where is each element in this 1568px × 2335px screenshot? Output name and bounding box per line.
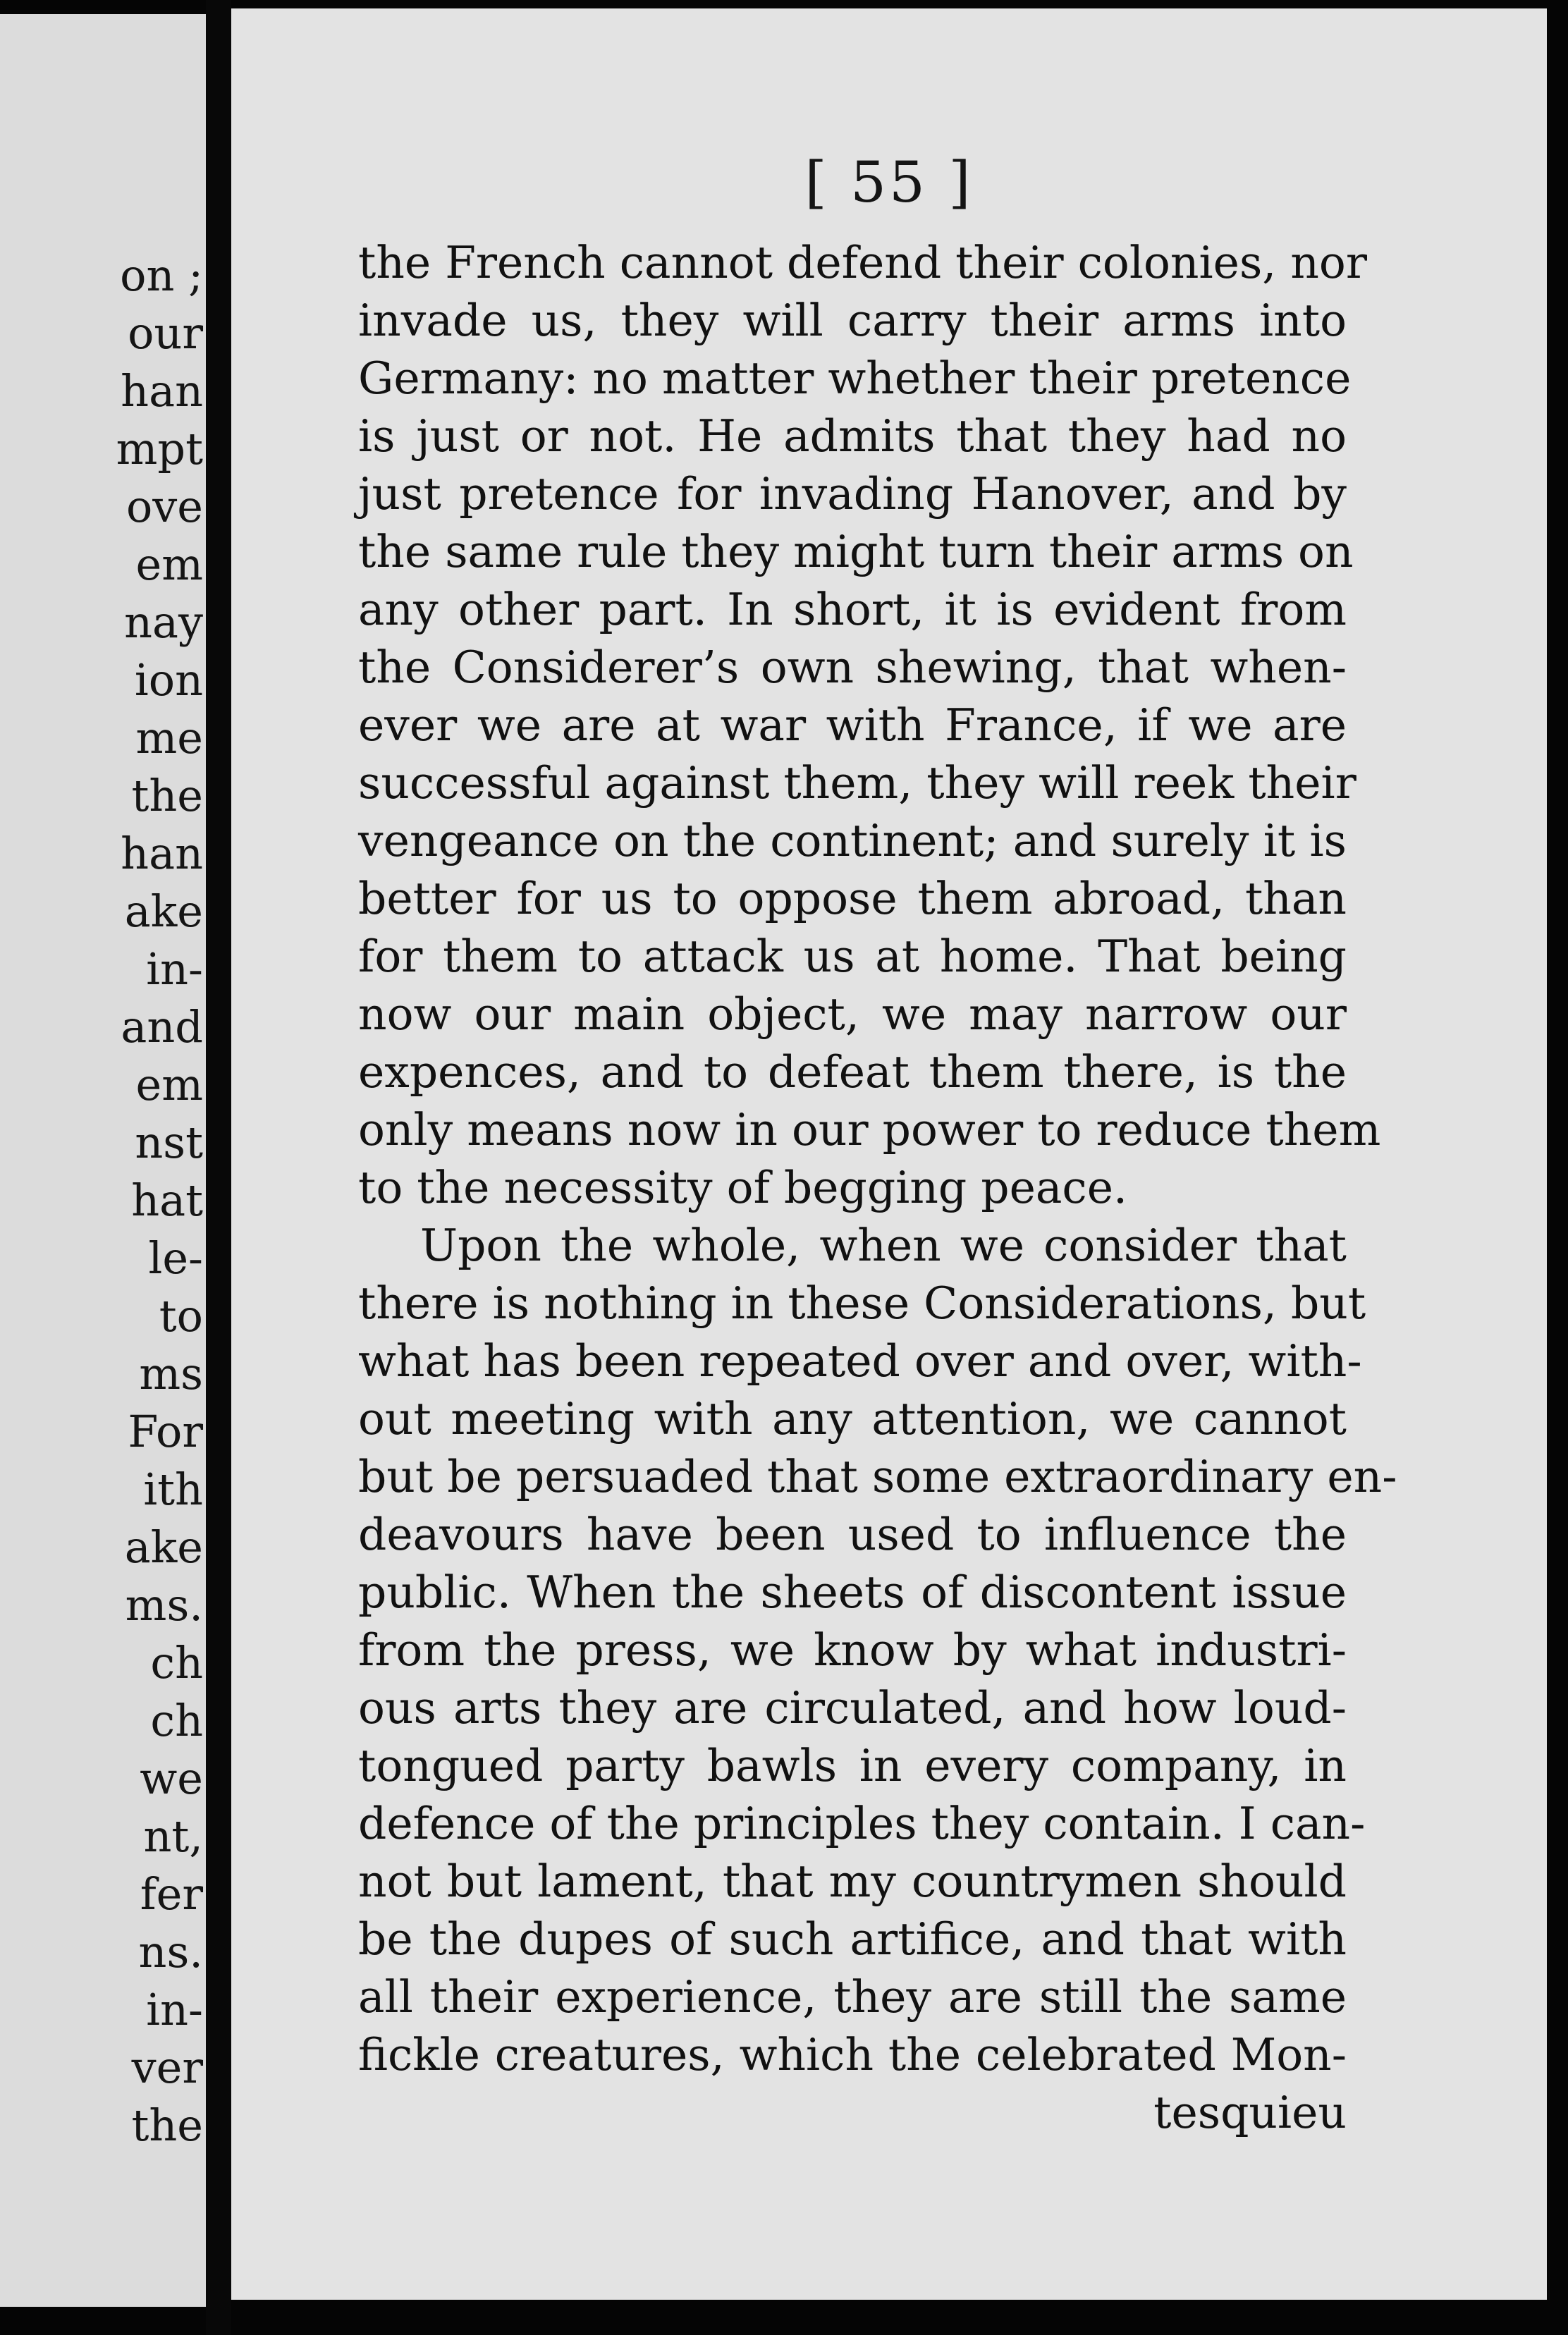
left-page-fragment: the: [131, 2100, 203, 2151]
left-page-fragment: nst: [135, 1117, 203, 1168]
text-line: just pretence for invading Hanover, and by: [358, 468, 1347, 520]
text-line: the French cannot defend their colonies, nor: [358, 237, 1367, 288]
text-line: defence of the principles they contain. I can-: [358, 1798, 1366, 1849]
left-page-fragment: mpt: [116, 423, 203, 474]
left-page-fragment: ms: [139, 1348, 203, 1399]
text-line: all their experience, they are still the same: [358, 1971, 1347, 2023]
text-line: out meeting with any attention, we cannot: [358, 1393, 1347, 1445]
left-page-fragment: we: [140, 1753, 203, 1804]
text-line: vengeance on the continent; and surely it is: [358, 815, 1347, 866]
text-line: public. When the sheets of discontent issue: [358, 1567, 1347, 1618]
left-page-fragment: fer: [140, 1868, 203, 1920]
text-line: expences, and to defeat them there, is the: [358, 1046, 1347, 1098]
text-line: not but lament, that my countrymen should: [358, 1856, 1347, 1907]
text-line: is just or not. He admits that they had no: [358, 410, 1347, 462]
left-page-fragment: nay: [124, 596, 203, 648]
left-page-fragment: hat: [131, 1175, 203, 1226]
text-line: Upon the whole, when we consider that: [420, 1220, 1347, 1271]
left-page-edge: [0, 14, 206, 2307]
text-line: now our main object, we may narrow our: [358, 988, 1347, 1040]
left-page-fragment: ion: [134, 654, 203, 706]
text-line: better for us to oppose them abroad, than: [358, 873, 1347, 924]
left-page-fragment: le-: [148, 1232, 203, 1284]
left-page-fragment: on ;: [120, 250, 203, 301]
left-page-fragment: nt,: [143, 1810, 203, 1862]
text-line: deavours have been used to influence the: [358, 1509, 1347, 1560]
body-text: [358, 234, 1397, 2142]
text-line: any other part. In short, it is evident from: [358, 584, 1347, 635]
book-spine: [206, 0, 231, 2335]
left-page-fragment: ns.: [138, 1926, 203, 1978]
text-line: what has been repeated over and over, with-: [358, 1335, 1362, 1387]
text-line: the Considerer’s own shewing, that when-: [358, 642, 1347, 693]
left-page-fragment: ch: [150, 1637, 203, 1689]
left-page-fragment: in-: [146, 943, 203, 995]
left-page-fragment: em: [135, 539, 203, 590]
left-page-fragment: ver: [131, 2042, 203, 2093]
text-line: Germany: no matter whether their pretence: [358, 353, 1352, 404]
text-line: for them to attack us at home. That being: [358, 931, 1347, 982]
left-page-fragment: to: [159, 1290, 203, 1342]
left-page-fragment: ch: [150, 1695, 203, 1746]
text-line: successful against them, they will reek their: [358, 757, 1356, 809]
text-line: tongued party bawls in every company, in: [358, 1740, 1347, 1791]
text-line: ous arts they are circulated, and how loud-: [358, 1682, 1347, 1734]
left-page-fragment: ake: [124, 1521, 203, 1573]
left-page-fragment: ove: [125, 481, 203, 532]
left-page-fragment: and: [121, 1001, 203, 1053]
text-line: be the dupes of such artifice, and that with: [358, 1913, 1347, 1965]
right-page: [231, 8, 1547, 2300]
left-page-fragment: han: [121, 365, 203, 417]
text-line: the same rule they might turn their arms on: [358, 526, 1354, 577]
left-page-fragment: in-: [146, 1984, 203, 2035]
left-page-fragment: em: [135, 1059, 203, 1110]
page-number: [ 55 ]: [804, 149, 974, 215]
text-line: ever we are at war with France, if we are: [358, 699, 1347, 751]
text-line: only means now in our power to reduce them: [358, 1104, 1381, 1156]
text-line: from the press, we know by what industri-: [358, 1624, 1347, 1676]
text-line: there is nothing in these Considerations, but: [358, 1277, 1366, 1329]
left-page-fragment: ith: [143, 1464, 203, 1515]
left-page-fragment: ake: [124, 885, 203, 937]
left-page-fragment: me: [135, 712, 203, 764]
left-page-fragment: our: [128, 307, 203, 359]
left-page-fragment: han: [121, 828, 203, 879]
left-page-fragment: the: [131, 770, 203, 821]
text-line: invade us, they will carry their arms into: [358, 295, 1347, 346]
left-page-fragment: ms.: [125, 1579, 203, 1631]
text-line: fickle creatures, which the celebrated Mon-: [358, 2029, 1347, 2080]
left-page-fragment: For: [128, 1406, 203, 1457]
text-line: but be persuaded that some extraordinary en-: [358, 1451, 1397, 1502]
catchword: tesquieu: [1153, 2087, 1347, 2138]
text-line: to the necessity of begging peace.: [358, 1162, 1128, 1213]
